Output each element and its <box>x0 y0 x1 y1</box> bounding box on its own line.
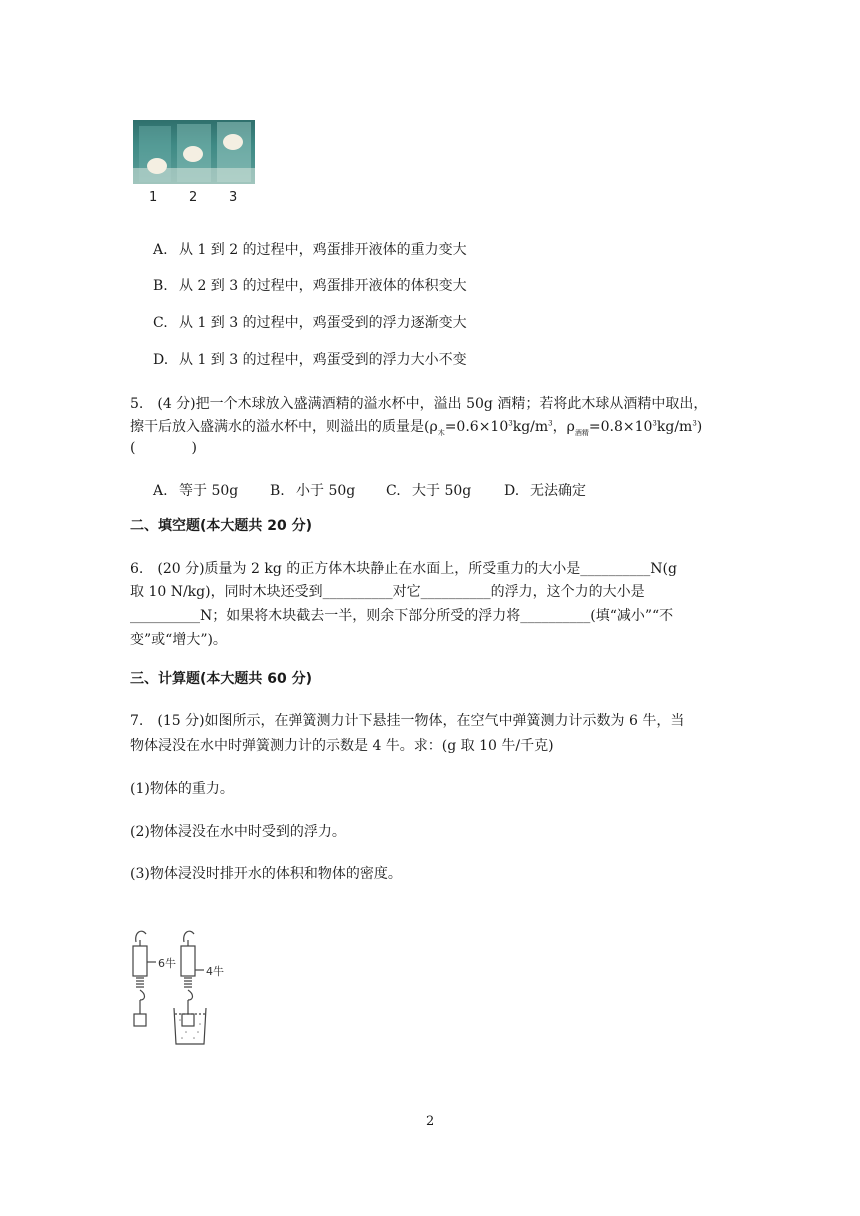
spring-scale-drawing <box>120 920 260 1052</box>
q6-line4: 变”或“增大”)。 <box>130 632 227 648</box>
photo-label-2: 2 <box>189 190 198 205</box>
q4-option-b: B. 从 2 到 3 的过程中，鸡蛋排开液体的体积变大 <box>153 278 467 294</box>
q5-answer-blank: ( ) <box>130 440 197 456</box>
q5-stem-line1: 5. (4 分)把一个木球放入盛满酒精的溢水杯中，溢出 50g 酒精；若将此木球从酒精中取出， <box>130 396 708 412</box>
q6-line2: 取 10 N/kg)，同时木块还受到__________对它__________的浮力，这个力的大小是 <box>130 584 645 600</box>
q4-option-d: D. 从 1 到 3 的过程中，鸡蛋受到的浮力大小不变 <box>153 352 467 368</box>
q6-line3: __________N；如果将木块截去一半，则余下部分所受的浮力将__________(填“减小”“不 <box>130 608 674 624</box>
right-scale-reading: 4牛 <box>206 965 224 978</box>
q7-sub2: (2)物体浸没在水中时受到的浮力。 <box>130 824 346 840</box>
q7-sub1: (1)物体的重力。 <box>130 781 234 797</box>
q5-option-b: B. 小于 50g <box>270 483 356 499</box>
photo-label-3: 3 <box>229 190 238 205</box>
spring-scale-figure <box>120 920 260 1052</box>
q5-option-a: A. 等于 50g <box>153 483 239 499</box>
q7-line1: 7. (15 分)如图所示，在弹簧测力计下悬挂一物体，在空气中弹簧测力计示数为 6 牛，当 <box>130 713 685 729</box>
q5-option-d: D. 无法确定 <box>504 483 586 499</box>
photo-label-1: 1 <box>149 190 158 205</box>
egg-photo-labels <box>133 190 255 208</box>
q4-option-c: C. 从 1 到 3 的过程中，鸡蛋受到的浮力逐渐变大 <box>153 315 467 331</box>
egg-photo-drawing <box>133 120 255 184</box>
q6-line1: 6. (20 分)质量为 2 kg 的正方体木块静止在水面上，所受重力的大小是__________N(g <box>130 561 677 577</box>
q5-option-c: C. 大于 50g <box>386 483 472 499</box>
left-scale-reading: 6牛 <box>158 957 176 970</box>
q7-sub3: (3)物体浸没时排开水的体积和物体的密度。 <box>130 866 402 882</box>
q4-option-a: A. 从 1 到 2 的过程中，鸡蛋排开液体的重力变大 <box>153 242 467 258</box>
section-2-title: 二、填空题(本大题共 20 分) <box>130 518 313 534</box>
section-3-title: 三、计算题(本大题共 60 分) <box>130 671 313 687</box>
page-number: 2 <box>426 1114 435 1129</box>
egg-experiment-photo <box>133 120 255 184</box>
q7-line2: 物体浸没在水中时弹簧测力计的示数是 4 牛。求：(g 取 10 牛/千克) <box>130 738 554 754</box>
q5-stem-line2: 擦干后放入盛满水的溢水杯中，则溢出的质量是($\rho_木=0.6\times 10^3kg/m^3$，$\rho_{酒精}=0.8\times 10^3kg/m^3$) <box>130 419 703 437</box>
